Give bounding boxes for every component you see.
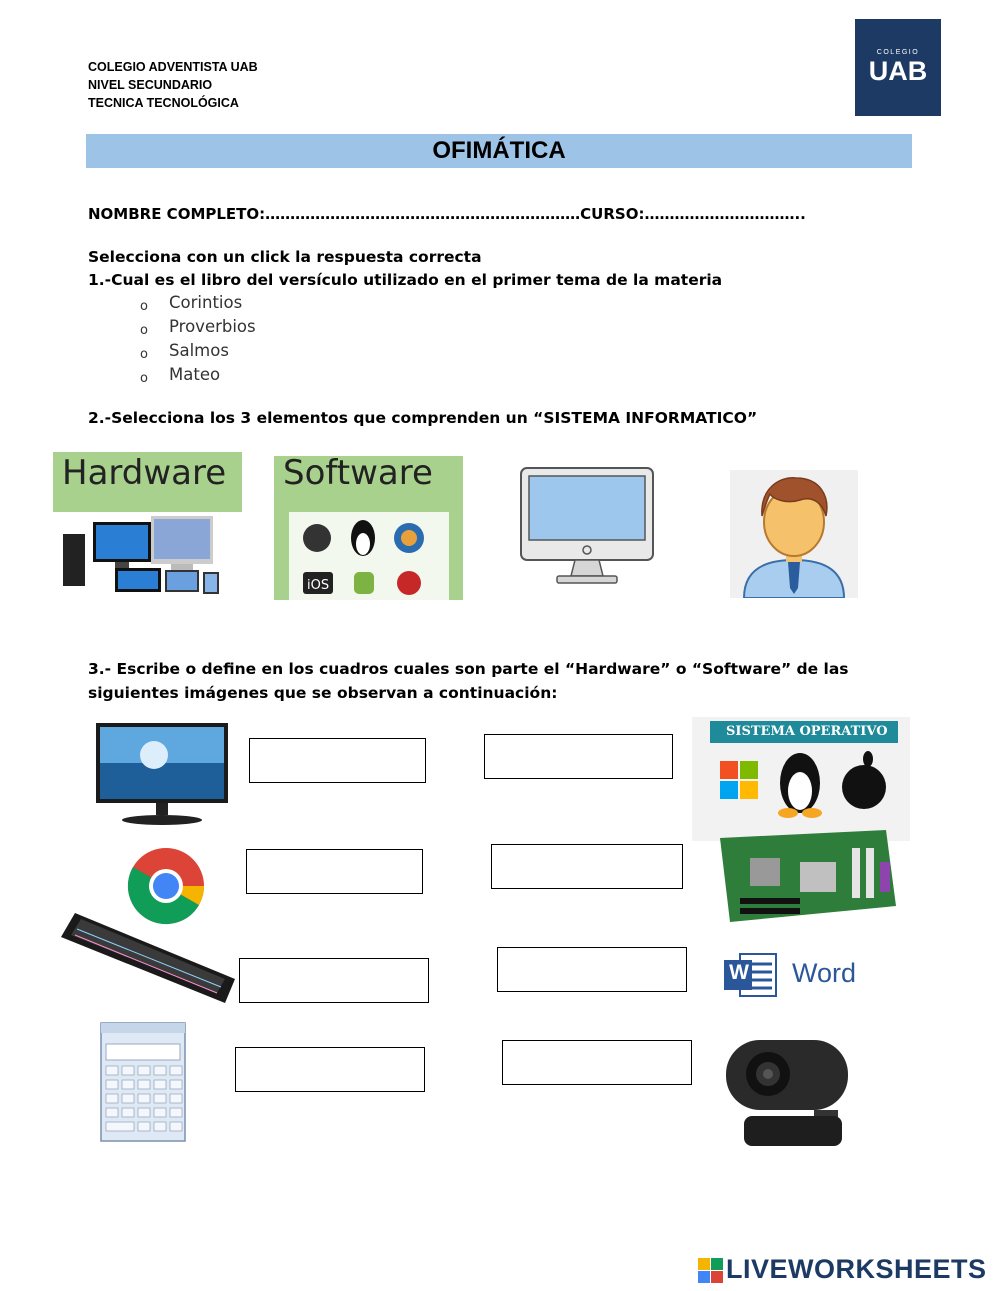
hardware-devices-icon (53, 512, 242, 598)
word-logo (722, 950, 862, 1002)
question-3-line-2: siguientes imágenes que se observan a continuación: (88, 684, 558, 702)
svg-text:iOS: iOS (307, 578, 330, 593)
option-bullet: o (140, 323, 148, 338)
question-3-line-1: 3.- Escribe o define en los cuadros cuales son parte el “Hardware” o “Software” de las (88, 660, 849, 678)
calculator-image (100, 1022, 186, 1142)
instruction: Selecciona con un click la respuesta correcta (88, 248, 482, 266)
answer-box-1[interactable] (249, 738, 426, 783)
option-label: Mateo (169, 365, 221, 384)
answer-box-3[interactable] (246, 849, 423, 894)
q1-option-2[interactable] (140, 317, 256, 338)
question-1: 1.-Cual es el libro del versículo utilizado en el primer tema de la materia (88, 271, 723, 289)
option-label: Corintios (169, 293, 243, 312)
question-2: 2.-Selecciona los 3 elementos que comprenden un “SISTEMA INFORMATICO” (88, 409, 758, 427)
option-bullet: o (140, 299, 148, 314)
name-course-line: NOMBRE COMPLETO:………………………………………………………CURSO:………………………….. (88, 205, 806, 223)
answer-box-5[interactable] (239, 958, 429, 1003)
school-name: COLEGIO ADVENTISTA UAB (88, 60, 258, 74)
answer-box-6[interactable] (497, 947, 687, 992)
hardware-card-label: Hardware (62, 453, 227, 493)
q1-option-1[interactable] (140, 293, 243, 314)
answer-box-4[interactable] (491, 844, 683, 889)
q1-option-3[interactable] (140, 341, 229, 362)
option-bullet: o (140, 347, 148, 362)
word-icon-letter: W (729, 961, 749, 984)
webcam-image (724, 1036, 852, 1150)
operating-system-image (692, 717, 910, 841)
liveworksheets-logo-icon (698, 1258, 724, 1284)
option-bullet: o (140, 371, 148, 386)
word-label: Word (792, 958, 857, 988)
school-level: NIVEL SECUNDARIO (88, 78, 213, 92)
answer-box-8[interactable] (502, 1040, 692, 1085)
option-label: Salmos (169, 341, 229, 360)
q1-option-4[interactable] (140, 365, 221, 386)
page-title: OFIMÁTICA (432, 137, 566, 164)
os-banner: SISTEMA OPERATIVO (710, 721, 898, 743)
answer-box-2[interactable] (484, 734, 673, 779)
school-subject: TECNICA TECNOLÓGICA (88, 96, 239, 110)
keyboard-image (57, 907, 237, 1007)
software-card-label: Software (283, 456, 433, 493)
software-card[interactable] (274, 456, 463, 600)
motherboard-image (710, 828, 900, 924)
logo-big-text: UAB (868, 56, 928, 86)
monitor-icon[interactable] (519, 466, 655, 586)
liveworksheets-brand[interactable]: LIVEWORKSHEETS (726, 1254, 987, 1284)
school-logo (855, 19, 941, 116)
desktop-monitor-image (94, 721, 230, 827)
os-logos-icon (274, 508, 463, 600)
logo-small-text: COLEGIO (876, 49, 920, 56)
title-bar (86, 134, 912, 168)
answer-box-7[interactable] (235, 1047, 425, 1092)
user-person-icon[interactable] (730, 470, 858, 598)
hardware-card[interactable] (53, 452, 242, 598)
option-label: Proverbios (169, 317, 256, 336)
os-logos-icon (692, 747, 910, 837)
